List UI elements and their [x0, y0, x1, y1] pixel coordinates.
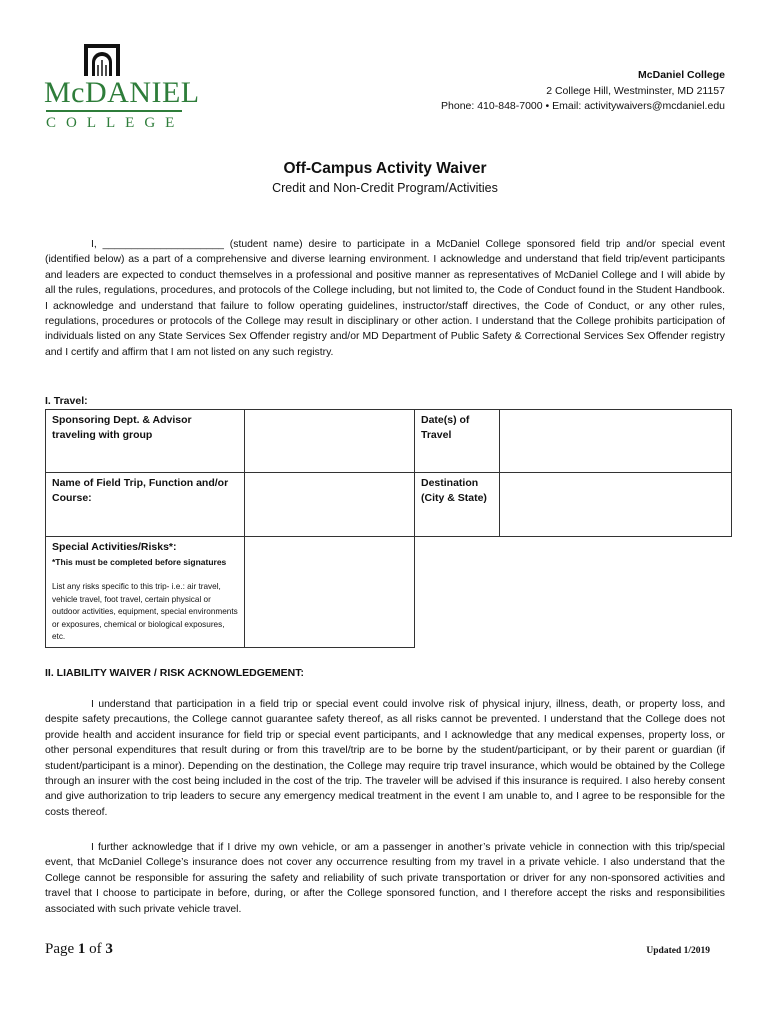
of-word: of: [89, 941, 102, 957]
risks-help: List any risks specific to this trip- i.e.: air travel, vehicle travel, foot travel, certain physical or outdoor activities, equipment, special environments or exposures, chemical or biological exposures, etc.: [52, 582, 238, 642]
risks-field[interactable]: [245, 537, 415, 648]
contact-block: [441, 68, 725, 115]
destination-field[interactable]: [500, 473, 732, 537]
dates-label-cell: [415, 410, 500, 473]
trip-field[interactable]: [245, 473, 415, 537]
tower-icon: [82, 44, 122, 76]
trip-label: Name of Field Trip, Function and/or Course:: [52, 477, 229, 504]
org-name: McDaniel College: [638, 69, 725, 81]
logo-college-word: COLLEGE: [46, 115, 185, 131]
travel-table: [45, 409, 732, 648]
dates-label: Date(s) of Travel: [421, 414, 470, 441]
street-address: 2 College Hill, Westminster, MD 21157: [546, 84, 725, 97]
dates-field[interactable]: [500, 410, 732, 473]
document-title: Off-Campus Activity Waiver: [283, 160, 487, 177]
college-logo: [44, 44, 200, 131]
page-word: Page: [45, 941, 75, 957]
contact-line: Phone: 410-848-7000 • Email: activitywaivers@mcdaniel.edu: [441, 100, 725, 112]
liability-paragraph-1: [45, 697, 725, 820]
logo-wordmark: McDANIEL: [44, 76, 200, 109]
risks-note: *This must be completed before signatures: [52, 557, 227, 567]
page-current: 1: [77, 941, 86, 957]
liability-text-2: I further acknowledge that if I drive my own vehicle, or am a passenger in another’s private vehicle in connection with this trip/special event, that McDaniel College’s insurance does not cover any occurrence resulting from my travel in a private vehicle. I also understand that the College cannot be responsible for assuring the safety and reliability of such private transportation or driver for any non-sponsored activities and travel that I choose to participate in before, during, or after the College sponsored function, and I therefore accept the risks and responsibilities associated with such private vehicle travel.: [45, 842, 725, 915]
risks-label-cell: [46, 537, 245, 648]
risks-empty-area: [415, 537, 732, 648]
intro-paragraph: [45, 237, 725, 360]
page-number: [45, 941, 113, 958]
sponsoring-label: Sponsoring Dept. & Advisor traveling with group: [52, 414, 192, 441]
trip-label-cell: [46, 473, 245, 537]
sponsoring-label-cell: [46, 410, 245, 473]
sponsoring-field[interactable]: [245, 410, 415, 473]
logo-divider: [46, 110, 182, 112]
updated-date: Updated 1/2019: [646, 946, 710, 956]
liability-text-1: I understand that participation in a field trip or special event could involve risk of physical injury, illness, death, or property loss, and despite safety precautions, the College cannot guarantee safety thereof, as all risks cannot be prevented. I understand that the College does not provide health and accident insurance for field trip or special event participants, and I acknowledge that any medical expenses, property loss, or other personal expenditures that result during or from this travel/trip are to be borne by the student/participant, or by their parent or guardian (if student/participant is a minor). Depending on the destination, the College may require trip travel insurance, which would be obtained by the College through an insurer with the cost being included in the cost of the trip. The traveler will be advised if this insurance is required. I also hereby consent and give authorization to trip leaders to secure any emergency medical treatment in the event I am unable to, and I agree to be responsible for the costs thereof.: [45, 699, 725, 818]
document-subtitle: Credit and Non-Credit Program/Activities: [272, 181, 498, 195]
liability-paragraph-2: [45, 840, 725, 917]
intro-text: I, _____________________ (student name) desire to participate in a McDaniel College sponsored field trip and/or special event (identified below) as a part of a comprehensive and diverse learning environment. I acknowledge and understand that field trip/event participants and leaders are expected to conduct themselves in a professional and positive manner as representatives of McDaniel College and I will abide by all the rules, regulations, procedures, and protocols of the College including, but not limited to, the Code of Conduct found in the Student Handbook. I acknowledge and understand that failure to follow operating guidelines, instructor/staff directives, the Code of Conduct, or any other rules, regulations, procedures or protocols of the College may result in disciplinary or other action. I understand that the College prohibits participation of individuals listed on any State Services Sex Offender registry and/or MD Department of Public Safety & Correctional Services Sex Offender registry and I certify and affirm that I am not listed on any such registry.: [45, 239, 725, 358]
liability-heading: II. LIABILITY WAIVER / RISK ACKNOWLEDGEMENT:: [45, 667, 305, 679]
destination-label: Destination (City & State): [421, 477, 487, 504]
travel-heading: I. Travel:: [45, 395, 88, 407]
risks-label: Special Activities/Risks*:: [52, 541, 177, 553]
page-total: 3: [105, 941, 113, 957]
destination-label-cell: [415, 473, 500, 537]
